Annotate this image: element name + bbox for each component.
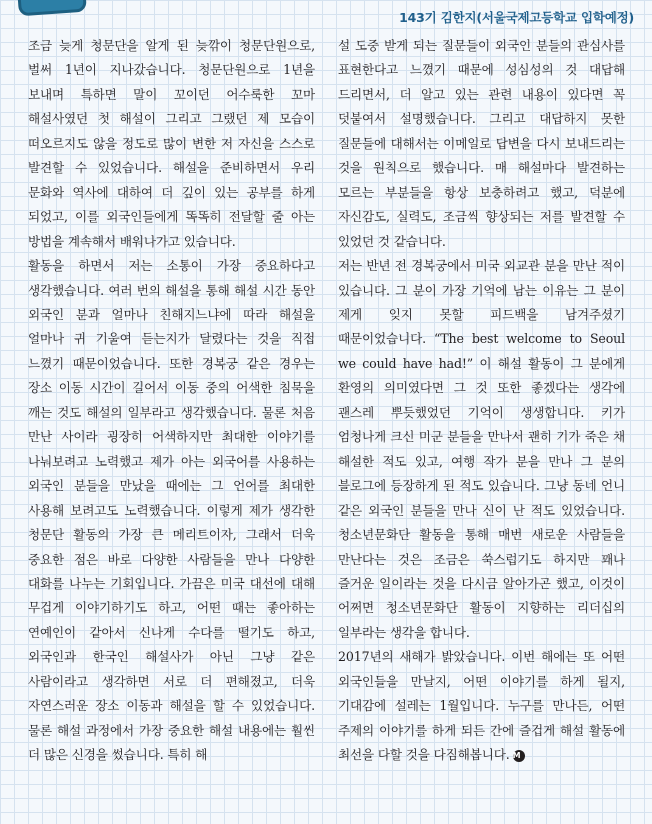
author-byline: 143기 김한지(서울국제고등학교 입학예정)	[399, 10, 634, 25]
paragraph-questions: 설 도중 받게 되는 질문들이 외국인 분들의 관심사를 표현한다고 느꼈기 때문에 성심성의 것 대답해 드리면서, 더 알고 있는 관련 내용이 있다면 꼭 덧붙여서 설명했습니다. 그리고 대답하지 못한 질문들에 대해서는 이메일로 답변을 다시 보내드리는 것을 원칙으로 했습니다. 매 해설마다 발견하는 모르는 부분들을 항상 보충하려고 했고, 덕분에 자신감도, 실력도, 조금씩 향상되는 저를 발견할 수 있었던 것 같습니다.	[338, 38, 625, 249]
corner-tab-decoration	[17, 0, 87, 16]
left-column	[28, 34, 315, 768]
paragraph-diplomat: 저는 반년 전 경복궁에서 미국 외교관 분을 만난 적이 있습니다. 그 분이 가장 기억에 남는 이유는 그 분이 제게 잊지 못할 피드백을 남겨주셨기 때문이었습니다. “The best welcome to Seoul we could have had!” 이 해설 활동이 그 분에게 환영의 의미였다면 그 것 또한 좋겠다는 생각에 괜스레 뿌듯했었던 기억이 생생합니다. 키가 엄청나게 크신 미군 분들을 만나서 괜히 기가 죽은 채 해설한 적도 있고, 여행 작가 분을 만나 그 분의 블로그에 등장하게 된 적도 있습니다. 그냥 동네 언니 같은 외국인 분들을 만나 신이 난 적도 있었습니다. 청소년문화단 활동을 통해 매번 새로운 사람들을 만난다는 것은 조금은 쑥스럽기도 하지만 꽤나 즐거운 일이라는 것을 다시금 알아가곤 했고, 이것이 어쩌면 청소년문화단 활동이 지향하는 리더십의 일부라는 생각을 합니다.	[338, 258, 625, 640]
paragraph-new-year-text: 2017년의 새해가 밝았습니다. 이번 해에는 또 어떤 외국인들을 만날지, 어떤 이야기를 하게 될지, 기대감에 설레는 1월입니다. 누구를 만나든, 어떤 주제의 이야기를 하게 되든 간에 즐겁게 해설 활동에 최선을 다할 것을 다짐해봅니다.	[338, 649, 625, 763]
paragraph-new-year	[338, 645, 625, 767]
end-mark-icon: M	[513, 750, 525, 762]
paragraph-intro: 조금 늦게 청문단을 알게 된 늦깎이 청문단원으로, 벌써 1년이 지나갔습니다. 청문단원으로 1년을 보내며 특하면 말이 꼬이던 어수룩한 꼬마 해설사였던 첫 해설이 그리고 그랬던 제 모습이 떠오르지도 않을 정도로 많이 변한 저 자신을 스스로 발견할 수 있었습니다. 해설을 준비하면서 우리 문화와 역사에 대하여 더 깊이 있는 공부를 하게 되었고, 이를 외국인들에게 똑똑히 전달할 줄 아는 방법을 계속해서 배워나가고 있습니다.	[28, 38, 315, 249]
paragraph-communication: 활동을 하면서 저는 소통이 가장 중요하다고 생각했습니다. 여러 번의 해설을 통해 해설 시간 동안 외국인 분과 얼마나 친해지느냐에 따라 해설을 얼마나 귀 기울여 듣는지가 달렸다는 것을 직접 느꼈기 때문이었습니다. 또한 경복궁 같은 경우는 장소 이동 시간이 길어서 이동 중의 어색한 침묵을 깨는 것도 해설의 일부라고 생각했습니다. 물론 처음 만난 사이라 굉장히 어색하지만 최대한 이야기를 나눠보려고 노력했고 제가 아는 외국어를 사용하는 외국인 분들을 만났을 때에는 그 언어를 최대한 사용해 보려고도 노력했습니다. 이렇게 제가 생각한 청문단 활동의 가장 큰 메리트이자, 그래서 더욱 중요한 점은 바로 다양한 사람들을 만나 다양한 대화를 나누는 기회입니다. 가끔은 미국 대선에 대해 무겁게 이야기하기도 하고, 어떤 때는 좋아하는 연예인이 같아서 신나게 수다를 떨기도 하고, 외국인과 한국인 해설사가 아닌 그냥 같은 사람이라고 생각하면 서로 더 편해졌고, 더욱 자연스러운 장소 이동과 해설을 할 수 있었습니다. 물론 해설 과정에서 가장 중요한 해설 내용에는 훨씬 더 많은 신경을 썼습니다. 특히 해	[28, 258, 315, 763]
right-column	[338, 34, 625, 768]
